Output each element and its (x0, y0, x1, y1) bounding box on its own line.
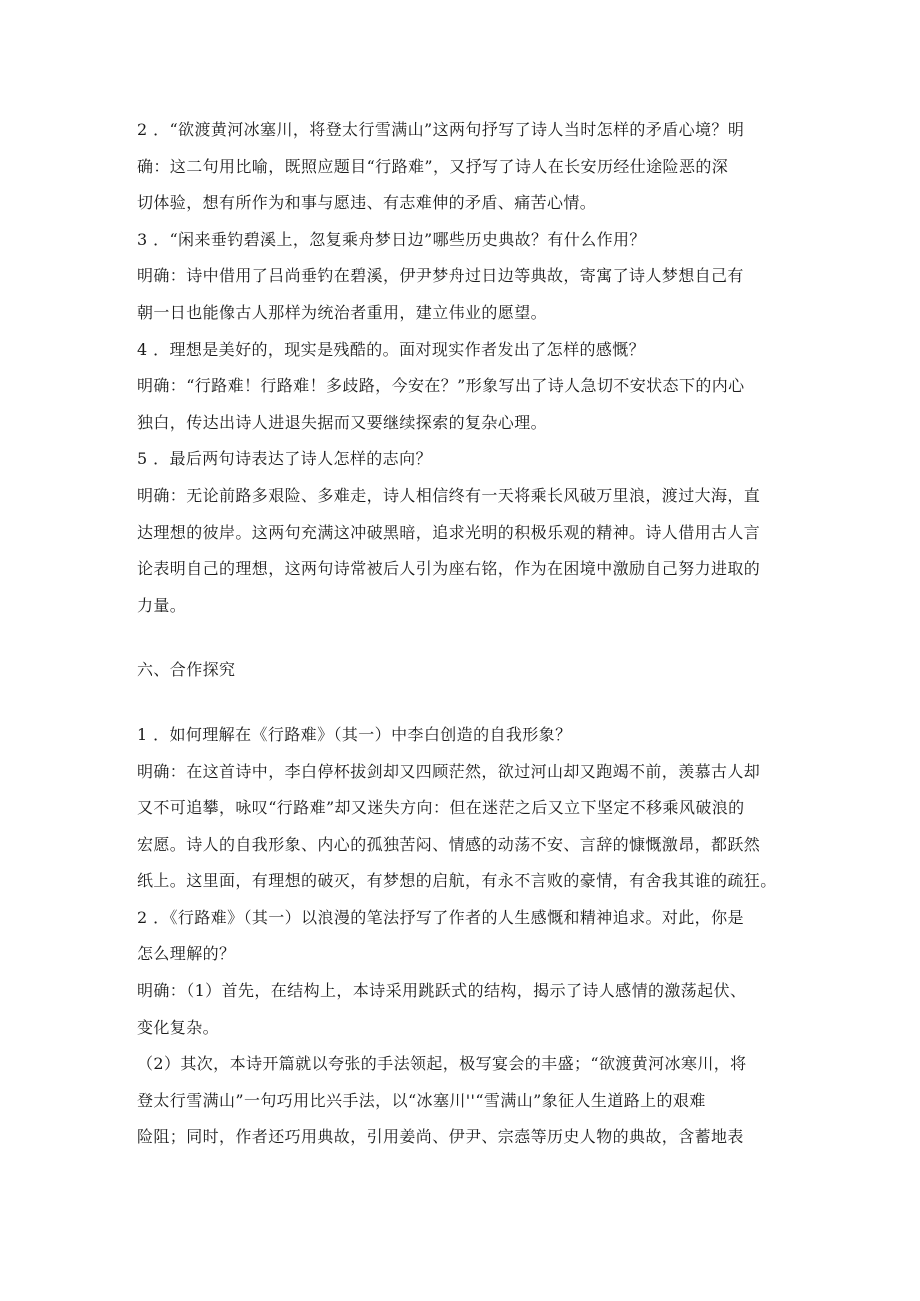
text-line: 明确：无论前路多艰险、多难走，诗人相信终有一天将乘长风破万里浪，渡过大海，直 (137, 485, 761, 505)
text-line: 登太行雪满山”一句巧用比兴手法，以“冰塞川''“雪满山”象征人生道路上的艰难 (137, 1090, 706, 1110)
text-line: 力量。 (137, 595, 187, 615)
text-line: 达理想的彼岸。这两句充满这冲破黑暗，追求光明的积极乐观的精神。诗人借用古人言 (137, 522, 761, 542)
questions-part2 (137, 717, 787, 1156)
text-line: 变化复杂。 (137, 1017, 220, 1037)
text-line: 1 ．如何理解在《行路难》（其一）中李白创造的自我形象？ (137, 724, 572, 744)
text-line: 朝一日也能像古人那样为统治者重用，建立伟业的愿望。 (137, 302, 548, 322)
spacer (137, 624, 787, 652)
explore-question-2 (137, 900, 787, 1156)
text-line: 宏愿。诗人的自我形象、内心的孤独苦闷、情感的动荡不安、言辞的慷慨激昂，都跃然 (137, 834, 761, 854)
text-line: 4 ．理想是美好的，现实是残酷的。面对现实作者发出了怎样的感慨？ (137, 339, 646, 359)
text-line: 险阻；同时，作者还巧用典故，引用姜尚、伊尹、宗悫等历史人物的典故，含蓄地表 (137, 1127, 744, 1147)
text-line: 纸上。这里面，有理想的破灭，有梦想的启航，有永不言败的豪情，有舍我其谁的疏狂。 (137, 871, 777, 891)
text-line: 明确：在这首诗中，李白停杯拔剑却又四顾茫然，欲过河山却又跑竭不前，羡慕古人却 (137, 761, 761, 781)
text-line: 论表明自己的理想，这两句诗常被后人引为座右铭，作为在困境中激励自己努力进取的 (137, 559, 761, 579)
text-line: （2）其次，本诗开篇就以夸张的手法领起，极写宴会的丰盛；“欲渡黄河冰寒川，将 (137, 1054, 747, 1074)
text-line: 2 ．《行路难》（其一）以浪漫的笔法抒写了作者的人生感慨和精神追求。对此，你是 (137, 907, 744, 927)
text-line: 5 ．最后两句诗表达了诗人怎样的志向？ (137, 449, 432, 469)
spacer (137, 689, 787, 717)
text-line: 明确：（1）首先，在结构上，本诗采用跳跃式的结构，揭示了诗人感情的激荡起伏、 (137, 981, 747, 1001)
document-page (137, 112, 787, 1156)
section-heading: 六、合作探究 (137, 660, 236, 680)
text-line: 切体验，想有所作为和事与愿违、有志难伸的矛盾、痛苦心情。 (137, 193, 597, 213)
text-line: 又不可追攀，咏叹“行路难”却又迷失方向：但在迷茫之后又立下坚定不移乘风破浪的 (137, 798, 745, 818)
question-5 (137, 441, 787, 624)
text-line: 3 ．“闲来垂钓碧溪上，忽复乘舟梦日边”哪些历史典故？有什么作用？ (137, 229, 646, 249)
text-line: 独白，传达出诗人进退失据而又要继续探索的复杂心理。 (137, 412, 548, 432)
question-2 (137, 112, 787, 222)
question-4 (137, 332, 787, 442)
text-line: 怎么理解的？ (137, 944, 236, 964)
explore-question-1 (137, 717, 787, 900)
text-line: 明确：诗中借用了吕尚垂钓在碧溪，伊尹梦舟过日边等典故，寄寓了诗人梦想自己有 (137, 266, 744, 286)
text-line: 2 ．“欲渡黄河冰塞川，将登太行雪满山”这两句抒写了诗人当时怎样的矛盾心境？明 (137, 120, 745, 139)
questions-part1 (137, 112, 787, 624)
text-line: 明确：“行路难！行路难！多歧路，今安在？”形象写出了诗人急切不安状态下的内心 (137, 376, 745, 396)
text-line: 确：这二句用比喻，既照应题目“行路难”，又抒写了诗人在长安历经仕途险恶的深 (137, 156, 729, 176)
question-3 (137, 222, 787, 332)
